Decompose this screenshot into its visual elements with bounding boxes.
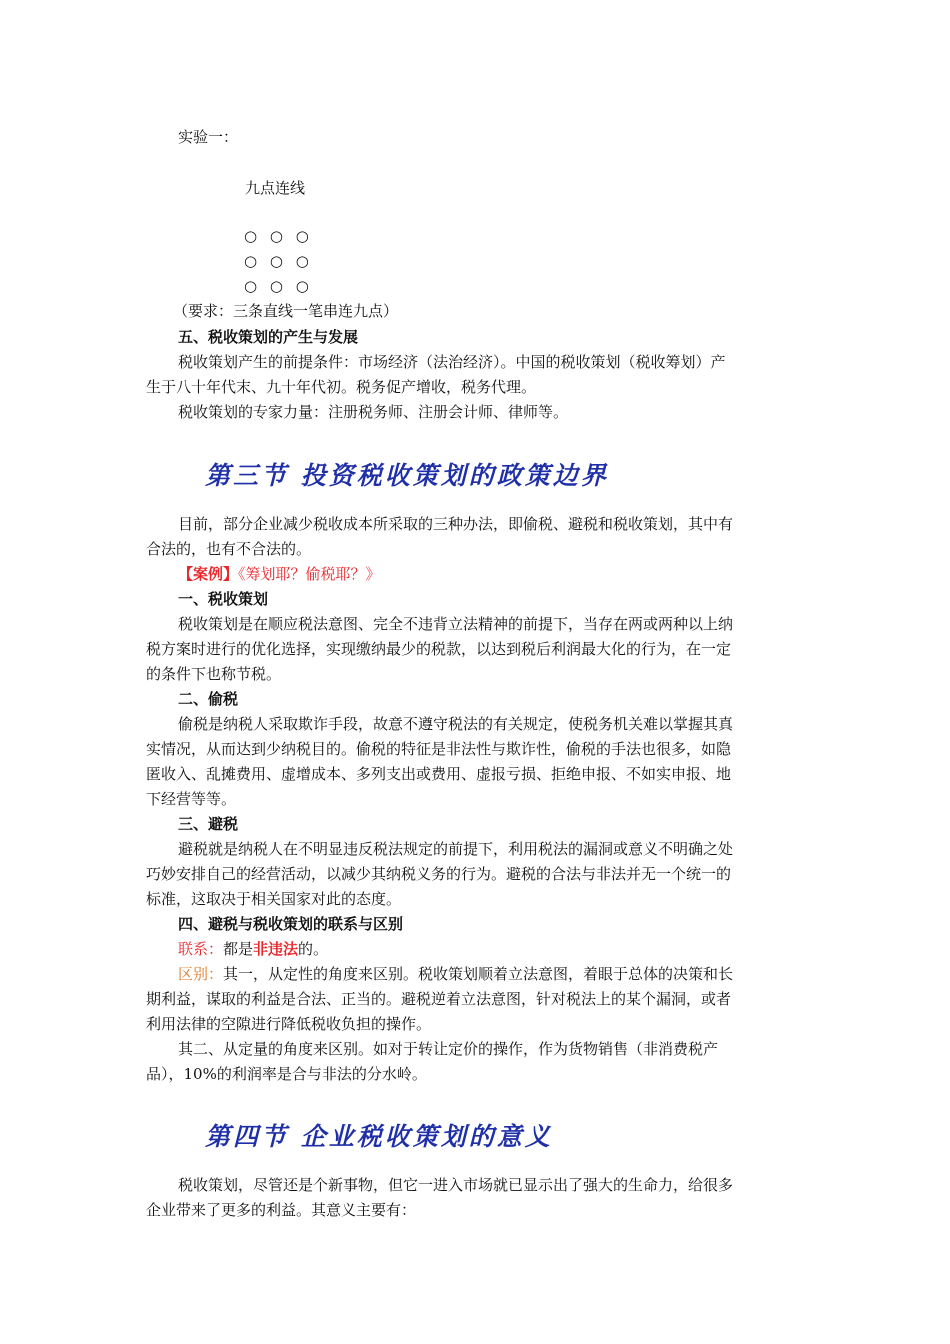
chapter4-para-line2: 企业带来了更多的利益。其意义主要有： [146, 1201, 417, 1219]
sub1-heading: 一、税收策划 [178, 590, 269, 608]
experiment-requirement: （要求：三条直线一笔串连九点） [173, 302, 399, 320]
chapter3-intro-line1: 目前，部分企业减少税收成本所采取的三种办法，即偷税、避税和税收策划，其中有 [178, 515, 734, 533]
sub2-line3: 匿收入、乱摊费用、虚增成本、多列支出或费用、虚报亏损、拒绝申报、不如实申报、地 [146, 765, 732, 783]
section5-para1-line1: 税收策划产生的前提条件：市场经济（法治经济）。中国的税收策划（税收筹划）产 [178, 353, 726, 371]
sub1-line3: 的条件下也称节税。 [146, 665, 282, 683]
link-pre: 都是 [223, 940, 254, 958]
sub2-line4: 下经营等等。 [146, 790, 237, 808]
experiment-title: 九点连线 [245, 179, 306, 197]
sub3-line3: 标准，这取决于相关国家对此的态度。 [146, 890, 402, 908]
section5-para2: 税收策划的专家力量：注册税务师、注册会计师、律师等。 [178, 403, 569, 421]
link-line [178, 938, 328, 960]
chapter3-heading: 第三节 投资税收策划的政策边界 [205, 461, 609, 490]
chapter4-para-line1: 税收策划，尽管还是个新事物，但它一进入市场就已显示出了强大的生命力，给很多 [178, 1176, 734, 1194]
diff-line2: 期利益，谋取的利益是合法、正当的。避税逆着立法意图，针对税法上的某个漏洞，或者 [146, 990, 732, 1008]
dot-row-3: ○ ○ ○ [244, 277, 313, 295]
diff-label: 区别： [178, 965, 224, 983]
sub3-heading: 三、避税 [178, 815, 239, 833]
section5-heading: 五、税收策划的产生与发展 [178, 328, 359, 346]
chapter4-heading: 第四节 企业税收策划的意义 [205, 1122, 553, 1151]
diff2-line1: 其二、从定量的角度来区别。如对于转让定价的操作，作为货物销售（非消费税产 [178, 1040, 719, 1058]
sub2-line2: 实情况，从而达到少纳税目的。偷税的特征是非法性与欺诈性，偷税的手法也很多，如隐 [146, 740, 732, 758]
sub1-line2: 税方案时进行的优化选择，实现缴纳最少的税款，以达到税后利润最大化的行为，在一定 [146, 640, 732, 658]
case-tag: 【案例】 [178, 565, 239, 583]
diff-line3: 利用法律的空隙进行降低税收负担的操作。 [146, 1015, 432, 1033]
link-post: 的。 [298, 940, 329, 958]
sub2-line1: 偷税是纳税人采取欺诈手段，故意不遵守税法的有关规定，使税务机关难以掌握其真 [178, 715, 734, 733]
section5-para1-line2: 生于八十年代末、九十年代初。税务促产增收，税务代理。 [146, 378, 537, 396]
chapter3-intro-line2: 合法的，也有不合法的。 [146, 540, 312, 558]
link-label: 联系： [178, 940, 224, 958]
case-title: 《筹划耶？偷税耶？》 [238, 565, 381, 583]
link-emphasis: 非违法 [253, 940, 299, 958]
sub1-line1: 税收策划是在顺应税法意图、完全不违背立法精神的前提下，当存在两或两种以上纳 [178, 615, 734, 633]
sub2-heading: 二、偷税 [178, 690, 239, 708]
sub3-line1: 避税就是纳税人在不明显违反税法规定的前提下，利用税法的漏洞或意义不明确之处 [178, 840, 734, 858]
diff2-line2: 品），10%的利润率是合与非法的分水岭。 [146, 1065, 427, 1083]
diff-line1 [178, 963, 733, 985]
dot-row-1: ○ ○ ○ [244, 227, 313, 245]
case-line [178, 563, 381, 585]
dot-row-2: ○ ○ ○ [244, 252, 313, 270]
sub4-heading: 四、避税与税收策划的联系与区别 [178, 915, 404, 933]
experiment-label: 实验一： [178, 128, 239, 146]
sub3-line2: 巧妙安排自己的经营活动，以减少其纳税义务的行为。避税的合法与非法并无一个统一的 [146, 865, 732, 883]
diff-line1-text: 其一，从定性的角度来区别。税收策划顺着立法意图，着眼于总体的决策和长 [223, 965, 734, 983]
